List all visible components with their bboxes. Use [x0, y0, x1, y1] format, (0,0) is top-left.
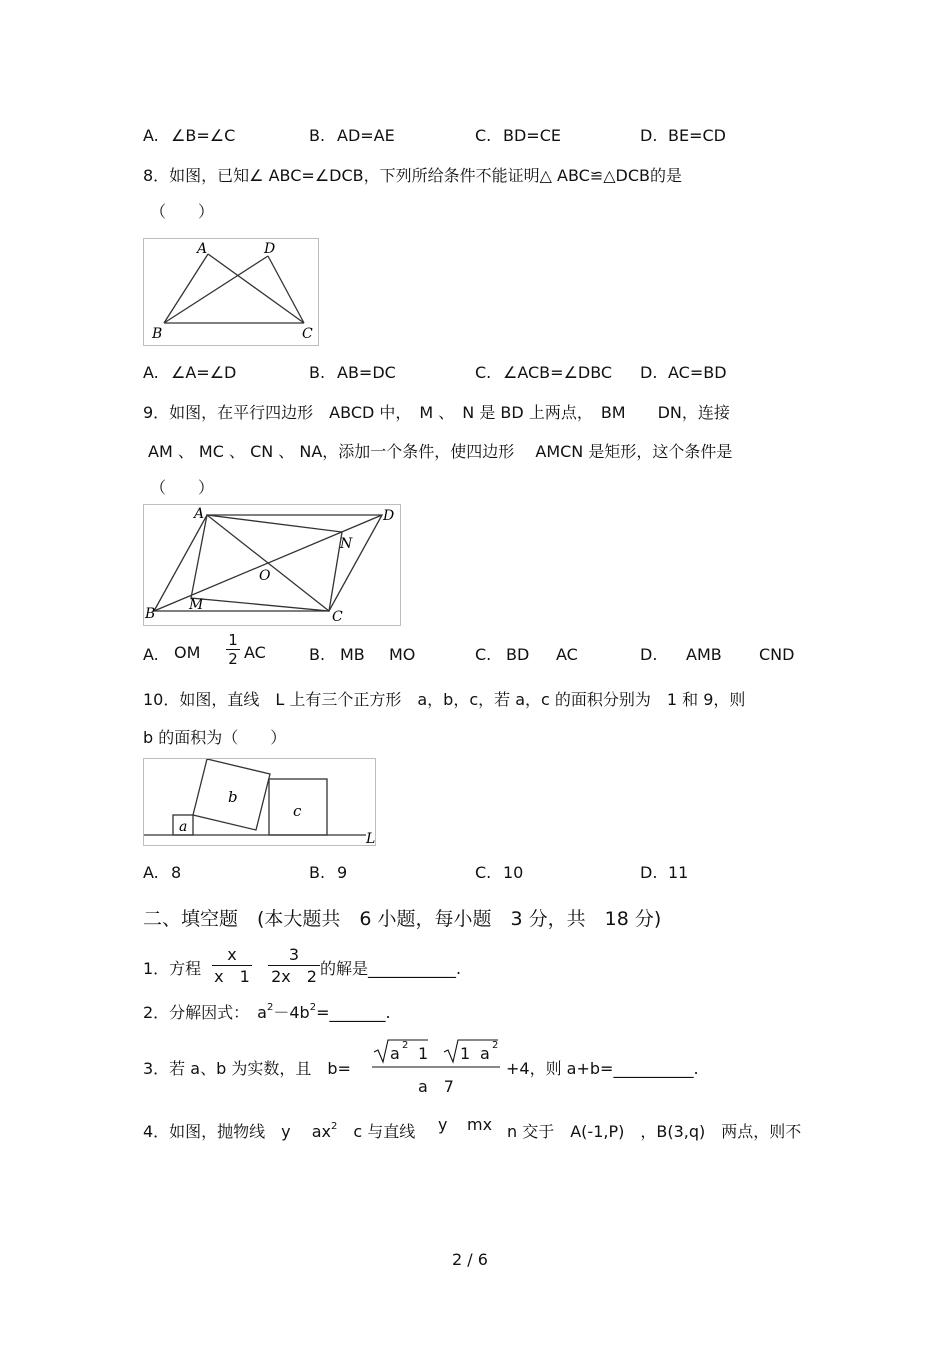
q10-option-b-label: B.: [309, 863, 326, 882]
f3-prefix: 3．若 a、b 为实数，且 b=: [143, 1059, 351, 1078]
q8-label-b: B: [152, 326, 163, 342]
f3-num-a2: a: [480, 1044, 490, 1063]
q10-label-a: a: [179, 819, 188, 835]
q7-option-d-text: BE=CD: [668, 126, 726, 145]
f4-y: y: [438, 1115, 448, 1134]
q10-option-d-text: 11: [668, 863, 689, 882]
f4-mid: c 与直线: [337, 1122, 416, 1141]
f1-suffix: 的解是___________.: [320, 959, 462, 978]
q9-option-a-left: OM: [174, 643, 201, 662]
q9-label-b: B: [145, 606, 156, 622]
q10-option-b-text: 9: [337, 863, 348, 882]
section2-title: 二、填空题 (本大题共 6 小题，每小题 3 分，共 18 分): [143, 908, 662, 930]
f3-den: a 7: [418, 1077, 454, 1096]
q9-option-d-right: CND: [759, 645, 795, 664]
q8-option-b-label: B.: [309, 363, 326, 382]
f1-prefix: 1．方程: [143, 959, 202, 978]
f3-num-1: 1: [418, 1044, 429, 1063]
q9-option-a-label: A.: [143, 645, 159, 664]
q9-label-c: C: [332, 609, 343, 625]
f4-sup: 2: [331, 1121, 338, 1132]
f1-frac1-den: x 1: [212, 965, 252, 988]
q8-answer-paren: （ ）: [150, 202, 215, 221]
q7-option-a-text: ∠B=∠C: [171, 126, 236, 145]
f2-sup1: 2: [267, 1002, 274, 1013]
q9-option-a-fraction: [226, 631, 240, 668]
f4-line: [143, 1119, 415, 1142]
q8-option-c-text: ∠ACB=∠DBC: [503, 363, 613, 382]
q9-option-a-frac-den: 2: [226, 649, 240, 668]
q10-stem-line2: b 的面积为（ ）: [143, 728, 287, 747]
q9-option-b-label: B.: [309, 645, 326, 664]
f2-sup2: 2: [309, 1002, 317, 1013]
q10-option-a-text: 8: [171, 863, 182, 882]
q10-label-l: L: [366, 831, 375, 845]
q7-option-d-label: D.: [640, 126, 658, 145]
q9-label-n: N: [340, 536, 353, 552]
q9-option-c-left: BD: [506, 645, 530, 664]
q9-option-a-right: AC: [244, 643, 266, 662]
f1-fraction-2: [268, 945, 320, 988]
q10-option-d-label: D.: [640, 863, 658, 882]
f2-mid: －4b: [273, 1003, 310, 1022]
f3-suffix: +4，则 a+b=__________.: [506, 1059, 699, 1078]
f4-prefix: 4．如图，抛物线 y ax: [143, 1122, 332, 1141]
q8-label-c: C: [302, 326, 313, 342]
f3-fraction: [370, 1038, 502, 1098]
q9-option-c-right: AC: [556, 645, 578, 664]
q7-option-c-text: BD=CE: [503, 126, 561, 145]
q8-option-a-text: ∠A=∠D: [171, 363, 237, 382]
f1-frac1-num: x: [227, 945, 237, 964]
q7-option-a-label: A.: [143, 126, 159, 145]
q9-label-m: M: [189, 597, 204, 613]
f2-prefix: 2．分解因式： a: [143, 1003, 267, 1022]
q10-stem-line1: 10．如图，直线 L 上有三个正方形 a，b，c，若 a，c 的面积分别为 1 和 9，则: [143, 690, 746, 709]
q9-label-d: D: [383, 508, 395, 524]
f3-num-2: 1: [460, 1044, 471, 1063]
f1-frac2-num: 3: [288, 945, 300, 964]
q9-option-d-left: AMB: [686, 645, 722, 664]
q9-option-c-label: C.: [475, 645, 492, 664]
q10-option-a-label: A.: [143, 863, 159, 882]
f4-mx: mx: [467, 1115, 493, 1134]
f1-frac2-den: 2x 2: [268, 965, 320, 988]
f1-fraction-1: [212, 945, 252, 988]
q9-stem-line1: 9．如图，在平行四边形 ABCD 中， M 、 N 是 BD 上两点， BM DN，连接: [143, 403, 730, 422]
q8-triangle-figure: [143, 238, 319, 346]
q8-option-a-label: A.: [143, 363, 159, 382]
q9-label-a: A: [194, 506, 205, 522]
q7-option-b-text: AD=AE: [337, 126, 395, 145]
q9-option-d-label: D.: [640, 645, 658, 664]
f4-rest: n 交于 A(-1,P) ，B(3,q) 两点，则不: [507, 1122, 802, 1141]
q9-option-b-right: MO: [389, 645, 416, 664]
q7-option-b-label: B.: [309, 126, 326, 145]
f3-num-a: a: [390, 1044, 400, 1063]
q10-label-b: b: [228, 788, 238, 806]
f3-num-sup2: 2: [492, 1040, 499, 1051]
q8-option-c-label: C.: [475, 363, 492, 382]
q10-label-c: c: [293, 802, 302, 820]
q10-squares-figure: [143, 758, 376, 846]
page-number: 2 / 6: [452, 1250, 488, 1269]
f2-suffix: =_______.: [316, 1003, 391, 1022]
f2-line: [143, 1000, 391, 1023]
q9-option-a-frac-num: 1: [228, 631, 238, 649]
q8-stem: 8．如图，已知∠ ABC=∠DCB，下列所给条件不能证明△ ABC≌△DCB的是: [143, 166, 683, 185]
q9-stem-line2: AM 、 MC 、 CN 、 NA，添加一个条件，使四边形 AMCN 是矩形，这个条件是: [148, 442, 733, 461]
q10-option-c-label: C.: [475, 863, 492, 882]
q9-option-b-left: MB: [340, 645, 365, 664]
q8-option-d-label: D.: [640, 363, 658, 382]
q9-label-o: O: [259, 568, 271, 584]
q8-label-d: D: [264, 241, 276, 257]
q9-parallelogram-figure: [143, 504, 401, 626]
q9-answer-paren: （ ）: [150, 478, 215, 497]
f3-num-sup1: 2: [402, 1040, 409, 1051]
q8-label-a: A: [197, 241, 208, 257]
q8-option-b-text: AB=DC: [337, 363, 396, 382]
q8-option-d-text: AC=BD: [668, 363, 727, 382]
q7-option-c-label: C.: [475, 126, 492, 145]
q10-option-c-text: 10: [503, 863, 524, 882]
